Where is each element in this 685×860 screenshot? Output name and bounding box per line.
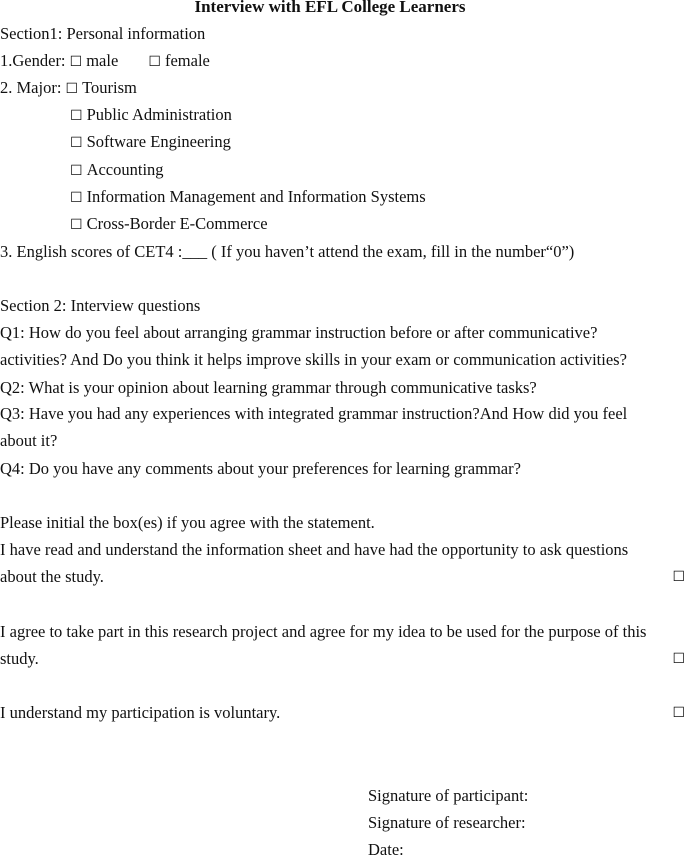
signature-participant-label: Signature of participant:	[368, 786, 529, 805]
major-row-public-administration	[70, 105, 232, 126]
major-public-administration-label: Public Administration	[86, 105, 232, 124]
major-row-cross-border-ecommerce	[70, 214, 268, 235]
signature-researcher-label: Signature of researcher:	[368, 813, 526, 832]
gender-male-checkbox[interactable]: ☐	[69, 54, 83, 70]
major-row-information-management	[70, 187, 426, 208]
consent-1-checkbox[interactable]: ☐	[672, 569, 685, 585]
major-row-tourism	[0, 78, 137, 99]
major-information-management-label: Information Management and Information Systems	[86, 187, 426, 206]
major-cross-border-ecommerce-label: Cross-Border E-Commerce	[86, 214, 268, 233]
gender-label: 1.Gender:	[0, 51, 66, 70]
consent-3-checkbox[interactable]: ☐	[672, 705, 685, 721]
major-public-administration-checkbox[interactable]: ☐	[70, 108, 83, 124]
section1-heading: Section1: Personal information	[0, 24, 206, 43]
consent-statement-2-line-2: study.	[0, 649, 39, 668]
gender-male-label: male	[86, 51, 119, 70]
date-label: Date:	[368, 840, 404, 859]
major-tourism-checkbox[interactable]: ☐	[65, 81, 79, 97]
gender-female-checkbox[interactable]: ☐	[148, 54, 161, 70]
consent-statement-1-line-1: I have read and understand the information sheet and have had the opportunity to ask questions	[0, 540, 629, 559]
gender-row	[0, 51, 210, 72]
major-software-engineering-label: Software Engineering	[86, 132, 231, 151]
consent-statement-3: I understand my participation is voluntary.	[0, 703, 281, 722]
document-title: Interview with EFL College Learners	[194, 0, 466, 16]
major-software-engineering-checkbox[interactable]: ☐	[70, 135, 83, 151]
consent-2-checkbox[interactable]: ☐	[672, 651, 685, 667]
major-tourism-label: Tourism	[82, 78, 137, 97]
major-label: 2. Major:	[0, 78, 62, 97]
section2-heading: Section 2: Interview questions	[0, 296, 201, 315]
question-3-line-1: Q3: Have you had any experiences with integrated grammar instruction?And How did you feel	[0, 404, 628, 423]
question-4: Q4: Do you have any comments about your preferences for learning grammar?	[0, 459, 521, 478]
consent-instruction: Please initial the box(es) if you agree with the statement.	[0, 513, 375, 532]
question-3-line-2: about it?	[0, 431, 58, 450]
cet4-question: 3. English scores of CET4 :___ ( If you haven’t attend the exam, fill in the number“0”)	[0, 242, 575, 261]
major-row-software-engineering	[70, 132, 231, 153]
question-1-line-1: Q1: How do you feel about arranging grammar instruction before or after communicative?	[0, 323, 598, 342]
consent-statement-1-line-2: about the study.	[0, 567, 104, 586]
question-1-line-2: activities? And Do you think it helps improve skills in your exam or communication activities?	[0, 350, 627, 369]
major-information-management-checkbox[interactable]: ☐	[70, 190, 83, 206]
major-accounting-label: Accounting	[86, 160, 164, 179]
gender-female-label: female	[164, 51, 210, 70]
major-cross-border-ecommerce-checkbox[interactable]: ☐	[70, 217, 83, 233]
major-row-accounting	[70, 160, 164, 181]
consent-statement-2-line-1: I agree to take part in this research project and agree for my idea to be used for the purpose of this	[0, 622, 647, 641]
major-accounting-checkbox[interactable]: ☐	[70, 163, 83, 179]
question-2: Q2: What is your opinion about learning grammar through communicative tasks?	[0, 378, 537, 397]
